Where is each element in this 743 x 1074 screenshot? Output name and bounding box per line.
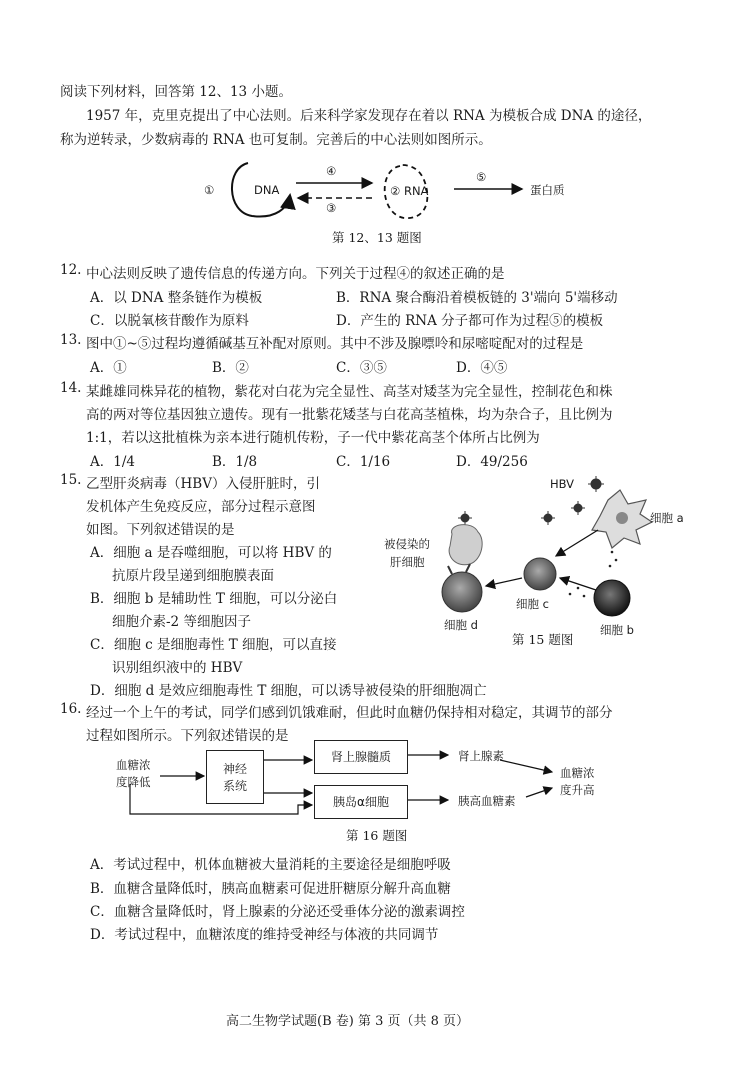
question-stem-cont: 如图。下列叙述错误的是 bbox=[86, 522, 235, 538]
protein-label: 蛋白质 bbox=[530, 183, 565, 197]
intro-paragraph-cont: 称为逆转录，少数病毒的 RNA 也可复制。完善后的中心法则如图所示。 bbox=[60, 132, 492, 148]
question-stem: 乙型肝炎病毒（HBV）入侵肝脏时，引 bbox=[86, 476, 320, 492]
option-b: B．RNA 聚合酶沿着模板链的 3'端向 5'端移动 bbox=[336, 290, 618, 306]
option-d: D．产生的 RNA 分子都可作为过程⑤的模板 bbox=[336, 313, 604, 329]
process-3-label: ③ bbox=[326, 201, 337, 215]
question-number: 16. bbox=[60, 701, 82, 717]
hbv-label: HBV bbox=[550, 477, 575, 491]
option-d: D．49/256 bbox=[456, 454, 528, 470]
option-a: A．1/4 bbox=[90, 454, 135, 470]
process-1-label: ① bbox=[204, 183, 215, 197]
glucose-low-label-cont: 度降低 bbox=[116, 775, 151, 789]
option-b-cont: 细胞介素-2 等细胞因子 bbox=[112, 614, 251, 630]
option-c: C．细胞 c 是细胞毒性 T 细胞，可以直接 bbox=[90, 637, 337, 653]
cell-a-label: 细胞 a bbox=[650, 511, 684, 525]
option-c: C．③⑤ bbox=[336, 360, 387, 376]
option-b: B．细胞 b 是辅助性 T 细胞，可以分泌白 bbox=[90, 591, 338, 607]
question-stem-cont: 1:1，若以这批植株为亲本进行随机传粉，子一代中紫花高茎个体所占比例为 bbox=[86, 430, 540, 446]
option-b: B．② bbox=[212, 360, 249, 376]
question-stem-cont: 过程如图所示。下列叙述错误的是 bbox=[86, 728, 289, 744]
islet-alpha-cell-box: 胰岛α细胞 bbox=[314, 785, 408, 819]
question-stem: 图中①~⑤过程均遵循碱基互补配对原则。其中不涉及腺嘌呤和尿嘧啶配对的过程是 bbox=[86, 336, 584, 352]
question-stem-cont: 发机体产生免疫反应，部分过程示意图 bbox=[86, 499, 316, 515]
adrenal-medulla-box: 肾上腺髓质 bbox=[314, 740, 408, 774]
question-stem-cont: 高的两对等位基因独立遗传。现有一批紫花矮茎与白花高茎植株，均为杂合子，且比例为 bbox=[86, 407, 613, 423]
question-number: 13. bbox=[60, 332, 82, 348]
page-footer: 高二生物学试题(B 卷) 第 3 页（共 8 页） bbox=[226, 1014, 470, 1029]
intro-paragraph: 1957 年，克里克提出了中心法则。后来科学家发现存在着以 RNA 为模板合成 DNA 的途径， bbox=[86, 108, 652, 124]
nervous-system-label-cont: 系统 bbox=[222, 779, 247, 793]
option-b: B．血糖含量降低时，胰高血糖素可促进肝糖原分解升高血糖 bbox=[90, 881, 451, 897]
option-c: C．血糖含量降低时，肾上腺素的分泌还受垂体分泌的激素调控 bbox=[90, 904, 465, 920]
option-d: D．考试过程中，血糖浓度的维持受神经与体液的共同调节 bbox=[90, 927, 439, 943]
question-number: 15. bbox=[60, 472, 82, 488]
figure-caption: 第 16 题图 bbox=[346, 828, 408, 843]
question-number: 12. bbox=[60, 262, 82, 278]
option-a: A．细胞 a 是吞噬细胞，可以将 HBV 的 bbox=[90, 545, 332, 561]
rna-label: ② RNA bbox=[390, 184, 429, 198]
option-b: B．1/8 bbox=[212, 454, 258, 470]
question-stem: 中心法则反映了遗传信息的传递方向。下列关于过程④的叙述正确的是 bbox=[86, 266, 505, 282]
epinephrine-label: 肾上腺素 bbox=[458, 749, 504, 763]
option-c-cont: 识别组织液中的 HBV bbox=[112, 660, 243, 676]
process-4-label: ④ bbox=[326, 164, 337, 178]
glucose-high-label: 血糖浓 bbox=[560, 766, 595, 780]
figure-caption: 第 15 题图 bbox=[512, 632, 574, 647]
option-d: D．细胞 d 是效应细胞毒性 T 细胞，可以诱导被侵染的肝细胞凋亡 bbox=[90, 683, 487, 699]
intro-line: 阅读下列材料，回答第 12、13 小题。 bbox=[60, 84, 292, 100]
option-d: D．④⑤ bbox=[456, 360, 508, 376]
option-a: A．以 DNA 整条链作为模板 bbox=[90, 290, 263, 306]
question-stem: 某雌雄同株异花的植物，紫花对白花为完全显性、高茎对矮茎为完全显性，控制花色和株 bbox=[86, 384, 613, 400]
question-stem: 经过一个上午的考试，同学们感到饥饿难耐，但此时血糖仍保持相对稳定，其调节的部分 bbox=[86, 705, 613, 721]
option-c: C．以脱氧核苷酸作为原料 bbox=[90, 313, 249, 329]
cell-d-label: 细胞 d bbox=[444, 618, 478, 632]
nervous-system-box bbox=[206, 750, 264, 804]
process-5-label: ⑤ bbox=[476, 170, 487, 184]
cell-c-label: 细胞 c bbox=[516, 597, 549, 611]
glucose-high-label-cont: 度升高 bbox=[560, 783, 595, 797]
option-a-cont: 抗原片段呈递到细胞膜表面 bbox=[112, 568, 274, 584]
nervous-system-label: 神经 bbox=[222, 762, 247, 776]
glucagon-label: 胰高血糖素 bbox=[458, 794, 516, 808]
option-a: A．考试过程中，机体血糖被大量消耗的主要途径是细胞呼吸 bbox=[90, 857, 451, 873]
question-number: 14. bbox=[60, 380, 82, 396]
infected-cell-label-cont: 肝细胞 bbox=[390, 555, 425, 569]
infected-cell-label: 被侵染的 bbox=[384, 537, 430, 551]
cell-b-label: 细胞 b bbox=[600, 623, 634, 637]
figure-caption: 第 12、13 题图 bbox=[332, 230, 422, 245]
dna-label: DNA bbox=[254, 183, 280, 197]
glucose-low-label: 血糖浓 bbox=[116, 758, 151, 772]
option-a: A．① bbox=[90, 360, 127, 376]
option-c: C．1/16 bbox=[336, 454, 391, 470]
